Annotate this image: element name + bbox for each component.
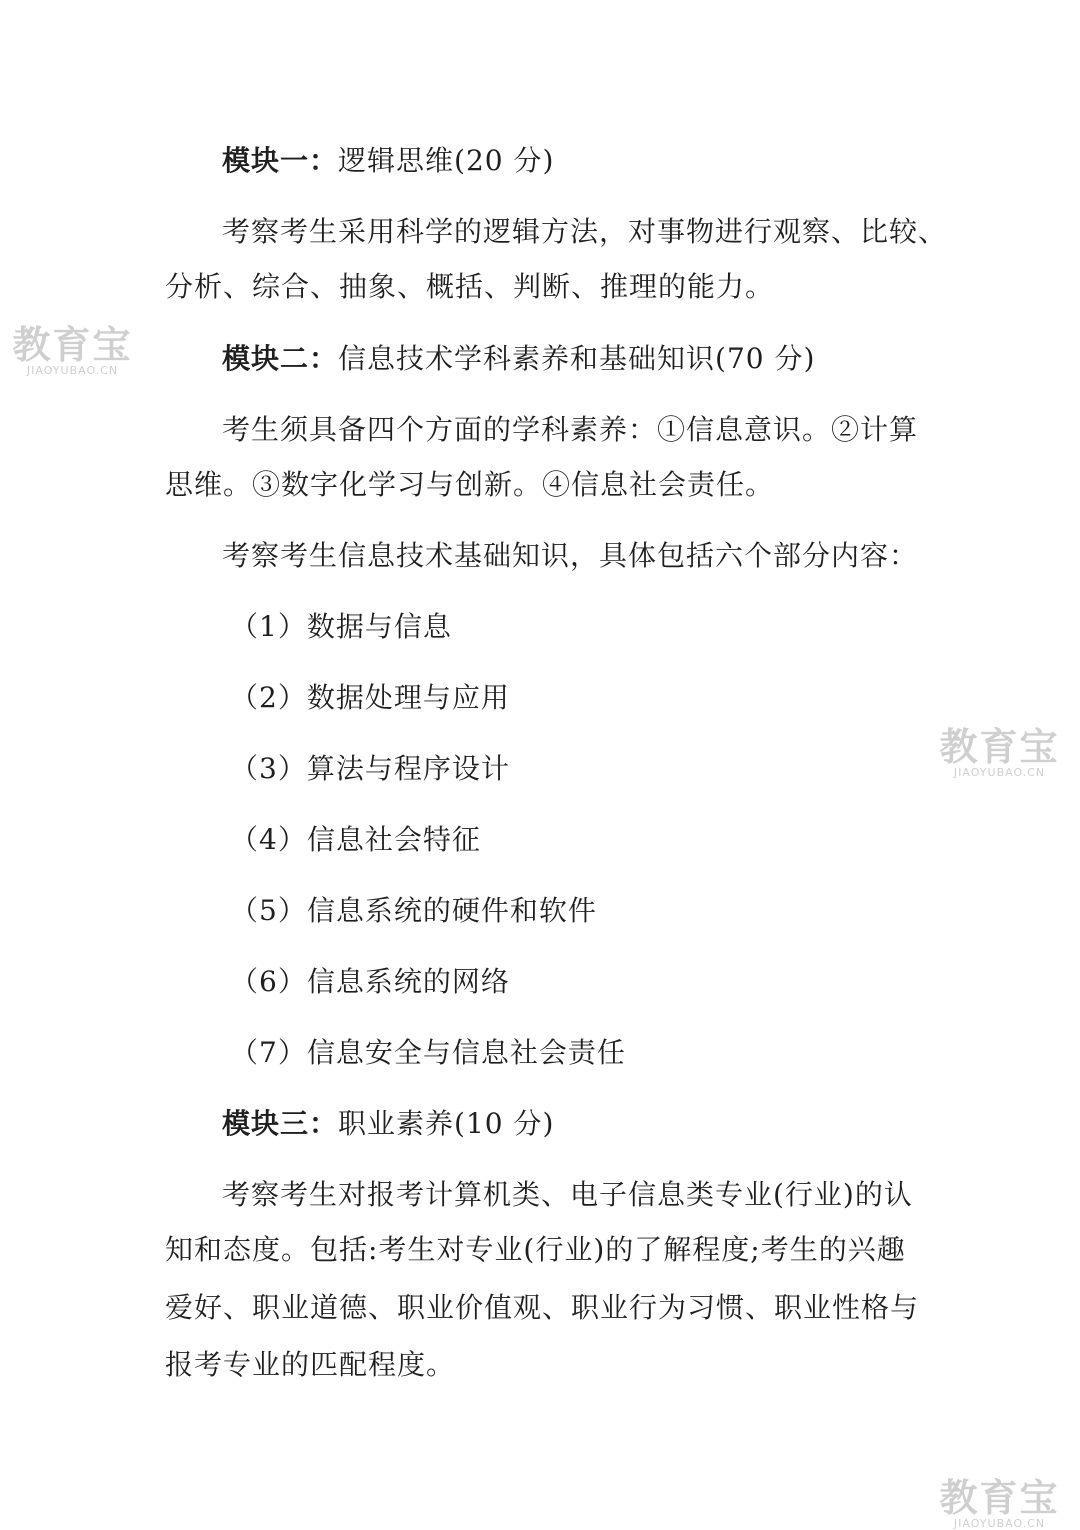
- module2-item-1: （1）数据与信息: [230, 610, 452, 643]
- module2-item-4: （4）信息社会特征: [230, 823, 481, 856]
- module2-label: 模块二：: [222, 342, 339, 375]
- watermark-text: 教育宝: [12, 323, 133, 367]
- module1-heading: [222, 142, 982, 180]
- module3-description-line-2: 知和态度。包括:考生对专业(行业)的了解程度;考生的兴趣: [165, 1233, 906, 1266]
- module2-item-6: （6）信息系统的网络: [230, 965, 510, 998]
- module2-literacy-line-2: 思维。③数字化学习与创新。④信息社会责任。: [165, 468, 775, 501]
- module3-heading: [222, 1105, 982, 1143]
- module1-label: 模块一：: [222, 144, 339, 177]
- watermark-text: 教育宝: [939, 725, 1060, 769]
- watermark-logo: [937, 1478, 1062, 1530]
- module2-knowledge-intro: 考察考生信息技术基础知识，具体包括六个部分内容：: [222, 539, 919, 572]
- module3-description-line-4: 报考专业的匹配程度。: [165, 1348, 456, 1381]
- module1-title: 逻辑思维(20 分): [338, 144, 555, 177]
- module3-label: 模块三：: [222, 1107, 339, 1140]
- module2-item-3: （3）算法与程序设计: [230, 752, 510, 785]
- watermark-text: 教育宝: [939, 1476, 1060, 1520]
- module2-title: 信息技术学科素养和基础知识(70 分): [338, 342, 816, 375]
- module3-description-line-3: 爱好、职业道德、职业价值观、职业行为习惯、职业性格与: [165, 1291, 920, 1324]
- watermark-logo: [937, 727, 1062, 779]
- module2-literacy-line-1: 考生须具备四个方面的学科素养：①信息意识。②计算: [222, 413, 919, 446]
- module1-description-line-1: 考察考生采用科学的逻辑方法，对事物进行观察、比较、: [222, 215, 948, 248]
- module2-item-7: （7）信息安全与信息社会责任: [230, 1036, 626, 1069]
- module2-item-2: （2）数据处理与应用: [230, 681, 510, 714]
- module2-item-5: （5）信息系统的硬件和软件: [230, 894, 597, 927]
- watermark-domain: JIAOYUBAO.CN: [953, 1517, 1046, 1530]
- watermark-domain: JIAOYUBAO.CN: [953, 766, 1046, 779]
- module3-description-line-1: 考察考生对报考计算机类、电子信息类专业(行业)的认: [222, 1178, 913, 1211]
- watermark-logo: [10, 325, 135, 377]
- watermark-domain: JIAOYUBAO.CN: [26, 364, 119, 377]
- module1-description-line-2: 分析、综合、抽象、概括、判断、推理的能力。: [165, 270, 775, 303]
- module3-title: 职业素养(10 分): [338, 1107, 555, 1140]
- module2-heading: [222, 340, 982, 378]
